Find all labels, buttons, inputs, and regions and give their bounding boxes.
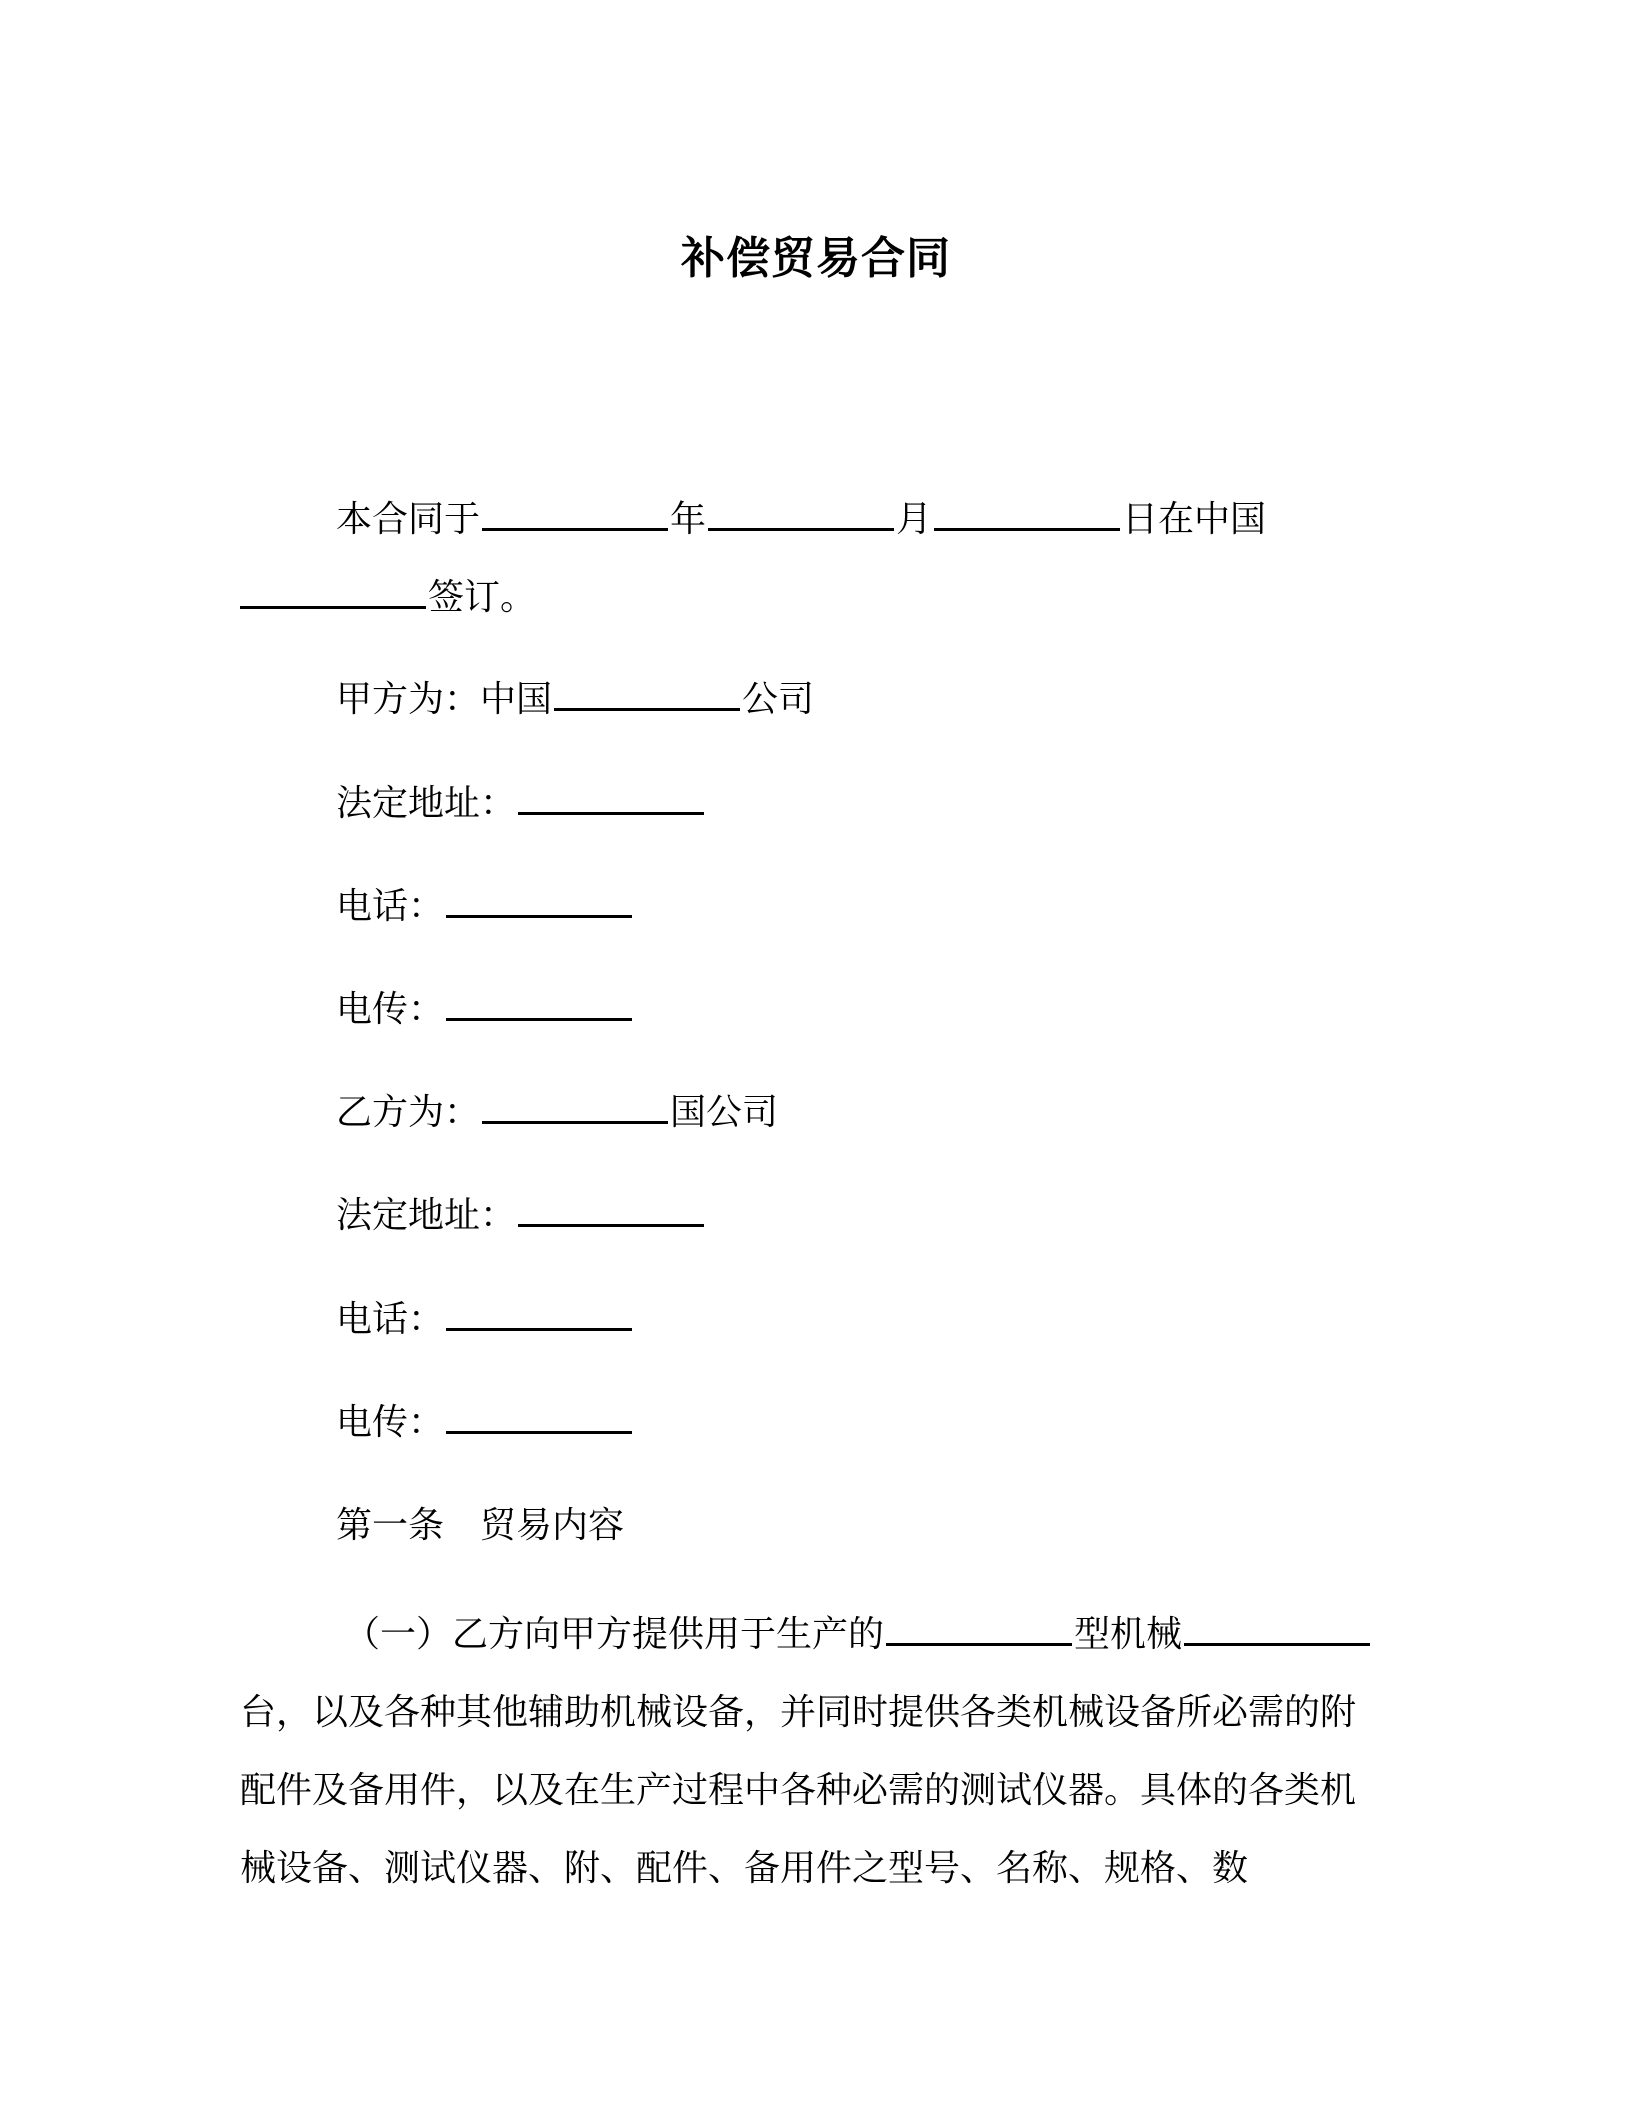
quantity-blank [1184,1613,1370,1646]
party-a-line [336,676,814,724]
party-b-phone-line [336,1296,634,1344]
product-blank [886,1613,1072,1646]
party-a-fax-line [336,986,634,1034]
place-blank [240,576,426,609]
party-a-address-label: 法定地址： [336,783,517,824]
clause-1-prefix: （一）乙方向甲方提供用于生产的 [344,1614,885,1655]
clause-1-model: 型机械 [1074,1614,1183,1655]
party-b-suffix: 国公司 [670,1092,779,1133]
party-a-fax-label: 电传： [336,989,445,1030]
party-a-phone-label: 电话： [336,886,445,927]
year-blank [482,498,668,531]
signed-text: 签订。 [428,577,537,618]
party-b-address-line [336,1192,706,1240]
party-b-fax-blank [446,1401,632,1434]
party-b-fax-line [336,1399,634,1447]
party-b-address-label: 法定地址： [336,1195,517,1236]
intro-line-2 [240,574,536,622]
intro-text: 本合同于 [336,499,481,540]
party-b-blank [482,1091,668,1124]
party-a-suffix: 公司 [742,679,815,720]
party-b-line [336,1089,778,1137]
day-blank [934,498,1120,531]
document-title: 补偿贸易合同 [681,233,951,284]
party-a-address-blank [518,782,704,815]
party-a-address-line [336,780,706,828]
day-label: 日在中国 [1122,499,1267,540]
party-a-phone-blank [446,885,632,918]
party-b-phone-label: 电话： [336,1299,445,1340]
month-label: 月 [896,499,933,540]
clause-1-text: 台，以及各种其他辅助机械设备，并同时提供各类机械设备所必需的附配件及备用件，以及在生产过程中各种必需的测试仪器。具体的各类机械设备、测试仪器、附、配件、备用件之型号、名称、规格、数 [240,1692,1357,1889]
party-a-blank [554,678,740,711]
party-b-address-blank [518,1194,704,1227]
party-b-phone-blank [446,1298,632,1331]
party-b-label: 乙方为： [336,1092,481,1133]
year-label: 年 [670,499,707,540]
clause-1-paragraph [240,1596,1380,1908]
article-1-heading: 第一条 贸易内容 [336,1505,625,1546]
party-b-fax-label: 电传： [336,1402,445,1443]
party-a-label: 甲方为：中国 [336,679,553,720]
party-a-fax-blank [446,988,632,1021]
party-a-phone-line [336,883,634,931]
month-blank [708,498,894,531]
intro-line [336,496,1266,544]
